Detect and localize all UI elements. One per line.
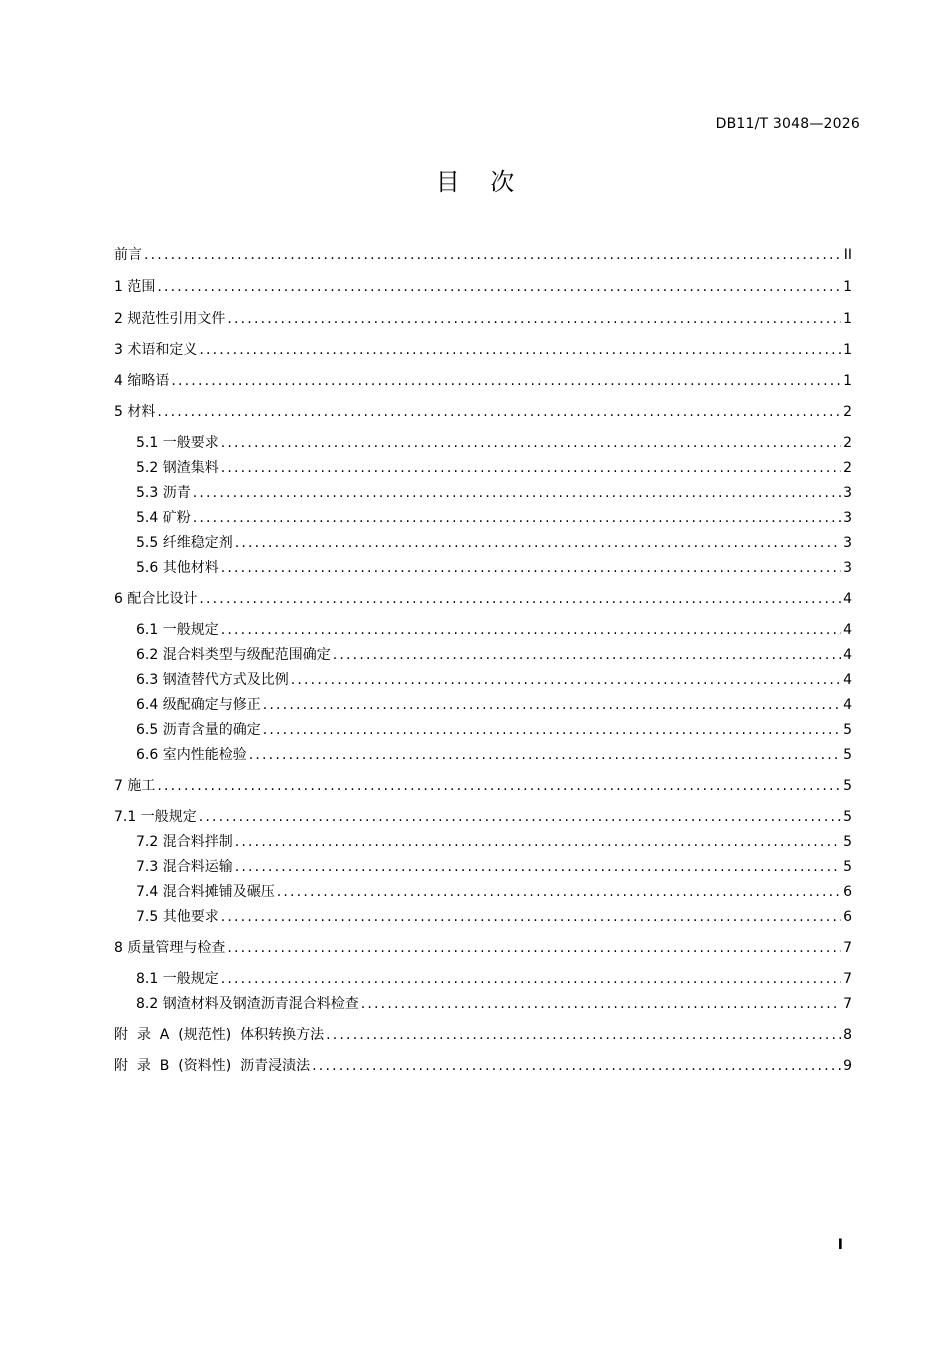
- toc-entry[interactable]: [114, 937, 852, 959]
- toc-entry-page: 1: [843, 311, 852, 327]
- toc-entry-label: 5.4 矿粉: [136, 510, 191, 526]
- toc-leader-dots: [193, 507, 841, 529]
- toc-entry-page: 4: [843, 697, 852, 713]
- toc-entry-label: 6 配合比设计: [114, 591, 198, 607]
- toc-entry-page: 2: [843, 404, 852, 420]
- toc-leader-dots: [171, 370, 841, 392]
- toc-entry[interactable]: [114, 775, 852, 797]
- toc-entry-label: 3 术语和定义: [114, 342, 198, 358]
- toc-leader-dots: [221, 457, 841, 479]
- toc-entry-label: 7 施工: [114, 778, 156, 794]
- toc-entry-page: 5: [843, 722, 852, 738]
- toc-entry-label: 5.6 其他材料: [136, 560, 219, 576]
- toc-leader-dots: [221, 968, 841, 990]
- toc-entry-label: 附 录 B (资料性) 沥青浸渍法: [114, 1058, 311, 1074]
- toc-entry-page: 3: [843, 510, 852, 526]
- toc-leader-dots: [235, 831, 841, 853]
- toc-entry-label: 5.5 纤维稳定剂: [136, 535, 233, 551]
- toc-entry-label: 5.3 沥青: [136, 485, 191, 501]
- toc-entry-page: 6: [843, 909, 852, 925]
- toc-entry[interactable]: [114, 482, 852, 504]
- toc-entry-label: 8.1 一般规定: [136, 971, 219, 987]
- toc-entry-page: 3: [843, 485, 852, 501]
- toc-entry[interactable]: [114, 339, 852, 361]
- toc-leader-dots: [199, 806, 841, 828]
- toc-entry-label: 7.1 一般规定: [114, 809, 197, 825]
- toc-leader-dots: [221, 432, 841, 454]
- toc-entry[interactable]: [114, 831, 852, 853]
- toc-entry-label: 7.4 混合料摊铺及碾压: [136, 884, 275, 900]
- toc-entry[interactable]: [114, 588, 852, 610]
- toc-leader-dots: [277, 881, 841, 903]
- toc-entry-label: 附 录 A (规范性) 体积转换方法: [114, 1027, 325, 1043]
- toc-entry-page: 9: [843, 1058, 852, 1074]
- toc-entry-page: 6: [843, 884, 852, 900]
- toc-entry[interactable]: [114, 619, 852, 641]
- toc-leader-dots: [227, 937, 841, 959]
- page-title: 目 次: [435, 168, 515, 196]
- toc-entry[interactable]: [114, 993, 852, 1015]
- toc-leader-dots: [157, 775, 841, 797]
- toc-entry[interactable]: [114, 1024, 852, 1046]
- toc-entry[interactable]: [114, 856, 852, 878]
- toc-entry[interactable]: [114, 1055, 852, 1077]
- toc-entry[interactable]: [114, 644, 852, 666]
- toc-entry[interactable]: [114, 276, 852, 298]
- toc-entry-page: 1: [843, 342, 852, 358]
- toc-leader-dots: [157, 276, 841, 298]
- toc-entry[interactable]: [114, 906, 852, 928]
- toc-entry[interactable]: [114, 432, 852, 454]
- toc-leader-dots: [144, 244, 842, 266]
- toc-entry-page: 4: [843, 672, 852, 688]
- toc-entry-label: 1 范围: [114, 279, 156, 295]
- toc-entry[interactable]: [114, 370, 852, 392]
- document-code: DB11/T 3048—2026: [715, 116, 860, 132]
- toc-entry-label: 5.1 一般要求: [136, 435, 219, 451]
- toc-entry-page: 7: [843, 971, 852, 987]
- toc-entry[interactable]: [114, 401, 852, 423]
- toc-leader-dots: [199, 588, 841, 610]
- toc-entry[interactable]: [114, 532, 852, 554]
- toc-entry-label: 6.3 钢渣替代方式及比例: [136, 672, 289, 688]
- toc-entry-page: 4: [843, 622, 852, 638]
- toc-entry-page: 5: [843, 809, 852, 825]
- toc-leader-dots: [291, 669, 841, 691]
- toc-entry[interactable]: [114, 744, 852, 766]
- toc-leader-dots: [157, 401, 841, 423]
- toc-entry-label: 5 材料: [114, 404, 156, 420]
- toc-entry-page: 2: [843, 460, 852, 476]
- toc-entry-page: 7: [843, 940, 852, 956]
- toc-entry[interactable]: [114, 507, 852, 529]
- toc-entry-page: 5: [843, 778, 852, 794]
- toc-leader-dots: [221, 557, 841, 579]
- toc-entry-label: 4 缩略语: [114, 373, 170, 389]
- toc-entry-page: 4: [843, 647, 852, 663]
- toc-entry-page: 1: [843, 373, 852, 389]
- toc-leader-dots: [312, 1055, 841, 1077]
- toc-entry-page: 4: [843, 591, 852, 607]
- toc-entry-page: 5: [843, 747, 852, 763]
- toc-entry-page: 2: [843, 435, 852, 451]
- toc-entry[interactable]: [114, 308, 852, 330]
- toc-entry-page: 1: [843, 279, 852, 295]
- toc-leader-dots: [221, 619, 841, 641]
- toc-entry-label: 8 质量管理与检查: [114, 940, 226, 956]
- toc-entry[interactable]: [114, 669, 852, 691]
- toc-leader-dots: [361, 993, 841, 1015]
- toc-entry[interactable]: [114, 806, 852, 828]
- toc-leader-dots: [263, 694, 841, 716]
- toc-leader-dots: [227, 308, 841, 330]
- toc-entry-page: 5: [843, 834, 852, 850]
- toc-entry[interactable]: [114, 881, 852, 903]
- toc-leader-dots: [333, 644, 841, 666]
- toc-entry[interactable]: [114, 694, 852, 716]
- toc-leader-dots: [249, 744, 841, 766]
- toc-entry[interactable]: [114, 457, 852, 479]
- toc-entry-page: 3: [843, 535, 852, 551]
- toc-leader-dots: [199, 339, 841, 361]
- toc-entry-label: 前言: [114, 247, 142, 263]
- toc-entry[interactable]: [114, 968, 852, 990]
- toc-entry[interactable]: [114, 719, 852, 741]
- toc-entry-page: 3: [843, 560, 852, 576]
- toc-leader-dots: [235, 532, 841, 554]
- page-number: I: [837, 1237, 843, 1253]
- toc-leader-dots: [221, 906, 841, 928]
- toc-entry-label: 6.4 级配确定与修正: [136, 697, 261, 713]
- toc-entry-label: 6.2 混合料类型与级配范围确定: [136, 647, 331, 663]
- toc-entry-label: 6.5 沥青含量的确定: [136, 722, 261, 738]
- toc-entry-label: 7.5 其他要求: [136, 909, 219, 925]
- toc-entry-label: 5.2 钢渣集料: [136, 460, 219, 476]
- toc-entry[interactable]: [114, 557, 852, 579]
- toc-entry-label: 2 规范性引用文件: [114, 311, 226, 327]
- toc-leader-dots: [235, 856, 841, 878]
- toc-leader-dots: [193, 482, 841, 504]
- toc-leader-dots: [326, 1024, 841, 1046]
- toc-entry-page: 8: [843, 1027, 852, 1043]
- toc-entry-page: 7: [843, 996, 852, 1012]
- toc-entry[interactable]: [114, 244, 852, 266]
- toc-entry-page: II: [843, 247, 852, 263]
- toc-entry-label: 6.6 室内性能检验: [136, 747, 247, 763]
- toc-entry-label: 7.3 混合料运输: [136, 859, 233, 875]
- toc-entry-page: 5: [843, 859, 852, 875]
- toc-entry-label: 6.1 一般规定: [136, 622, 219, 638]
- toc-entry-label: 8.2 钢渣材料及钢渣沥青混合料检查: [136, 996, 359, 1012]
- toc-entry-label: 7.2 混合料拌制: [136, 834, 233, 850]
- toc-leader-dots: [263, 719, 841, 741]
